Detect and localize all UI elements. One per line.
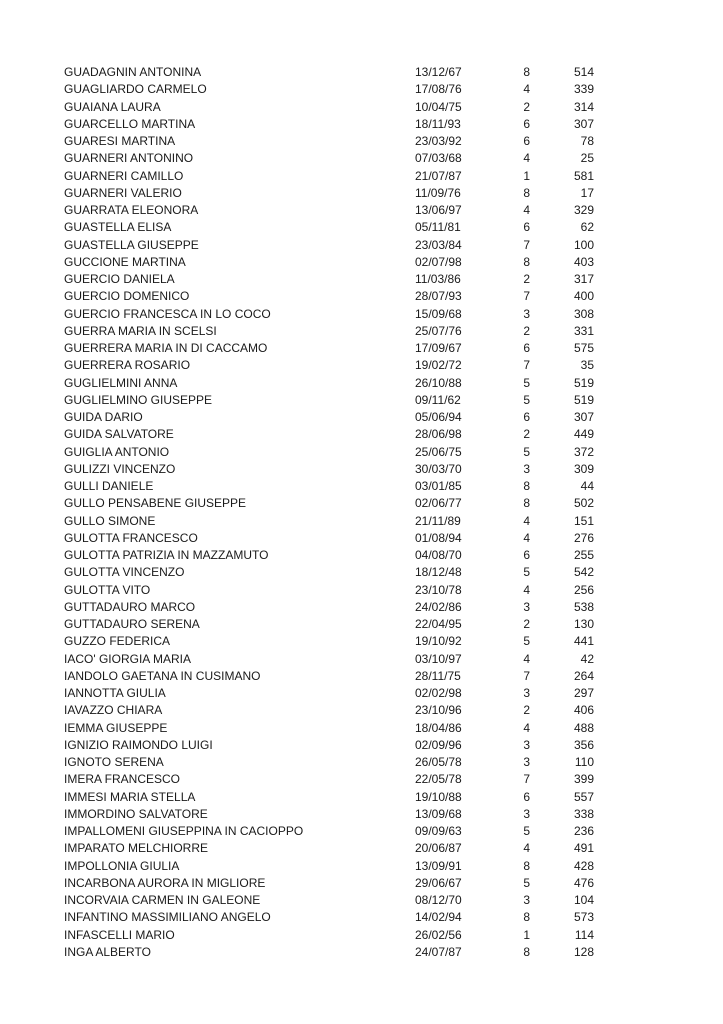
cell-birth-date: 17/09/67: [415, 341, 462, 355]
table-row: [64, 219, 604, 236]
cell-score: 339: [573, 82, 594, 97]
table-row: [64, 771, 604, 788]
table-row: [64, 461, 604, 478]
cell-preference-number: 8: [523, 858, 530, 873]
cell-preference-number: 2: [523, 272, 530, 286]
cell-preference-number: 3: [523, 806, 530, 821]
cell-name: GUTTADAURO MARCO: [64, 599, 196, 614]
cell-birth-date: 11/09/76: [415, 185, 461, 200]
table-row: [64, 133, 604, 150]
table-row: [64, 392, 604, 409]
cell-birth-date: 18/12/48: [415, 565, 462, 580]
cell-birth-date: 11/03/86: [415, 272, 461, 286]
cell-name: GUGLIELMINI ANNA: [64, 375, 178, 390]
cell-birth-date: 07/03/68: [415, 151, 462, 166]
cell-birth-date: 18/11/93: [415, 116, 461, 131]
cell-name: IEMMA GIUSEPPE: [64, 720, 168, 735]
cell-name: GUERCIO FRANCESCA IN LO COCO: [64, 306, 271, 321]
cell-score: 236: [573, 824, 594, 838]
cell-birth-date: 20/06/87: [415, 841, 462, 856]
cell-name: GULOTTA FRANCESCO: [64, 530, 198, 545]
cell-score: 519: [573, 392, 594, 407]
cell-birth-date: 22/05/78: [415, 772, 462, 787]
cell-score: 44: [580, 479, 594, 493]
cell-score: 581: [573, 168, 594, 183]
table-row: [64, 237, 604, 254]
table-row: [64, 564, 604, 581]
cell-preference-number: 7: [523, 668, 530, 683]
cell-preference-number: 4: [523, 82, 530, 97]
cell-birth-date: 23/03/92: [415, 134, 462, 148]
cell-name: GUADAGNIN ANTONINA: [64, 65, 202, 79]
table-row: [64, 495, 604, 512]
cell-name: IANDOLO GAETANA IN CUSIMANO: [64, 668, 261, 683]
cell-score: 78: [580, 134, 594, 148]
cell-name: GULOTTA PATRIZIA IN MAZZAMUTO: [64, 548, 269, 562]
cell-birth-date: 23/10/78: [415, 582, 462, 597]
cell-score: 372: [573, 444, 594, 459]
cell-name: GULLO SIMONE: [64, 513, 156, 528]
cell-name: GUERCIO DANIELA: [64, 272, 175, 286]
cell-score: 329: [573, 203, 594, 217]
cell-birth-date: 13/06/97: [415, 203, 462, 217]
cell-name: GULLI DANIELE: [64, 479, 154, 493]
cell-name: GUARNERI ANTONINO: [64, 151, 194, 166]
cell-score: 331: [573, 323, 594, 338]
cell-birth-date: 29/06/67: [415, 875, 462, 890]
cell-preference-number: 1: [523, 927, 530, 942]
cell-name: GUERRERA MARIA IN DI CACCAMO: [64, 341, 268, 355]
cell-birth-date: 02/02/98: [415, 686, 462, 700]
table-row: [64, 927, 604, 944]
cell-name: GUAIANA LAURA: [64, 99, 161, 114]
records-table: [64, 64, 604, 961]
table-row: [64, 702, 604, 719]
cell-score: 308: [573, 306, 594, 321]
cell-score: 406: [573, 703, 594, 718]
cell-birth-date: 23/10/96: [415, 703, 462, 718]
cell-preference-number: 2: [523, 703, 530, 718]
cell-score: 130: [573, 617, 594, 631]
cell-score: 356: [573, 737, 594, 752]
table-row: [64, 547, 604, 564]
cell-name: IANNOTTA GIULIA: [64, 686, 166, 700]
cell-preference-number: 4: [523, 513, 530, 528]
table-row: [64, 375, 604, 392]
table-row: [64, 202, 604, 219]
table-row: [64, 875, 604, 892]
cell-name: IMERA FRANCESCO: [64, 772, 181, 787]
cell-name: GUERRA MARIA IN SCELSI: [64, 323, 217, 338]
cell-preference-number: 5: [523, 565, 530, 580]
cell-score: 35: [580, 358, 594, 373]
cell-name: GUZZO FEDERICA: [64, 634, 171, 649]
cell-preference-number: 5: [523, 824, 530, 838]
table-row: [64, 168, 604, 185]
cell-preference-number: 7: [523, 289, 530, 304]
cell-preference-number: 7: [523, 358, 530, 373]
cell-name: INCORVAIA CARMEN IN GALEONE: [64, 893, 261, 907]
cell-name: GUERRERA ROSARIO: [64, 358, 191, 373]
cell-name: IMMESI MARIA STELLA: [64, 789, 196, 804]
table-row: [64, 185, 604, 202]
cell-score: 110: [574, 755, 594, 769]
cell-name: IMPARATO MELCHIORRE: [64, 841, 209, 856]
cell-birth-date: 05/11/81: [415, 220, 461, 235]
cell-preference-number: 8: [523, 944, 530, 959]
cell-preference-number: 4: [523, 651, 530, 666]
cell-score: 276: [573, 530, 594, 545]
cell-score: 17: [580, 185, 594, 200]
cell-preference-number: 6: [523, 548, 530, 562]
table-row: [64, 651, 604, 668]
cell-preference-number: 2: [523, 427, 530, 442]
cell-preference-number: 4: [523, 841, 530, 856]
cell-score: 428: [573, 858, 594, 873]
cell-score: 557: [573, 789, 594, 804]
table-row: [64, 823, 604, 840]
table-row: [64, 323, 604, 340]
cell-name: INGA ALBERTO: [64, 944, 151, 959]
cell-preference-number: 5: [523, 392, 530, 407]
table-row: [64, 99, 604, 116]
table-row: [64, 892, 604, 909]
cell-birth-date: 23/03/84: [415, 237, 462, 252]
table-row: [64, 306, 604, 323]
cell-birth-date: 09/11/62: [415, 392, 461, 407]
cell-score: 502: [573, 496, 594, 511]
table-row: [64, 150, 604, 167]
cell-birth-date: 14/02/94: [415, 910, 462, 925]
cell-birth-date: 01/08/94: [415, 530, 462, 545]
cell-score: 538: [573, 599, 594, 614]
cell-preference-number: 4: [523, 530, 530, 545]
table-row: [64, 426, 604, 443]
cell-score: 575: [573, 341, 594, 355]
cell-name: GULLO PENSABENE GIUSEPPE: [64, 496, 247, 511]
table-row: [64, 840, 604, 857]
cell-preference-number: 2: [523, 617, 530, 631]
cell-birth-date: 13/09/91: [415, 858, 462, 873]
table-row: [64, 513, 604, 530]
cell-name: INFANTINO MASSIMILIANO ANGELO: [64, 910, 271, 925]
table-row: [64, 616, 604, 633]
table-row: [64, 116, 604, 133]
cell-preference-number: 5: [523, 444, 530, 459]
cell-preference-number: 3: [523, 686, 530, 700]
table-row: [64, 720, 604, 737]
cell-birth-date: 04/08/70: [415, 548, 462, 562]
cell-birth-date: 13/12/67: [415, 65, 462, 79]
cell-birth-date: 03/10/97: [415, 651, 462, 666]
cell-preference-number: 8: [523, 496, 530, 511]
table-row: [64, 668, 604, 685]
table-row: [64, 909, 604, 926]
table-row: [64, 737, 604, 754]
cell-preference-number: 8: [523, 254, 530, 269]
cell-score: 317: [573, 272, 594, 286]
cell-name: GUERCIO DOMENICO: [64, 289, 190, 304]
cell-preference-number: 5: [523, 375, 530, 390]
cell-score: 100: [573, 237, 594, 252]
cell-score: 491: [573, 841, 594, 856]
cell-birth-date: 26/02/56: [415, 927, 462, 942]
cell-birth-date: 02/09/96: [415, 737, 462, 752]
cell-birth-date: 13/09/68: [415, 806, 462, 821]
cell-name: GUGLIELMINO GIUSEPPE: [64, 392, 213, 407]
cell-birth-date: 21/07/87: [415, 168, 462, 183]
cell-birth-date: 17/08/76: [415, 82, 462, 97]
cell-preference-number: 8: [523, 185, 530, 200]
cell-score: 338: [573, 806, 594, 821]
cell-name: GUARNERI CAMILLO: [64, 168, 184, 183]
cell-score: 314: [573, 99, 594, 114]
cell-name: IMPOLLONIA GIULIA: [64, 858, 180, 873]
cell-preference-number: 6: [523, 341, 530, 355]
cell-birth-date: 28/06/98: [415, 427, 462, 442]
cell-preference-number: 6: [523, 116, 530, 131]
cell-score: 399: [573, 772, 594, 787]
table-row: [64, 582, 604, 599]
table-row: [64, 357, 604, 374]
cell-name: IGNIZIO RAIMONDO LUIGI: [64, 737, 213, 752]
cell-birth-date: 09/09/63: [415, 824, 462, 838]
table-row: [64, 444, 604, 461]
table-row: [64, 254, 604, 271]
table-row: [64, 789, 604, 806]
cell-name: GUASTELLA GIUSEPPE: [64, 237, 199, 252]
cell-birth-date: 30/03/70: [415, 461, 462, 476]
cell-birth-date: 19/02/72: [415, 358, 462, 373]
cell-birth-date: 21/11/89: [415, 513, 461, 528]
cell-birth-date: 26/05/78: [415, 755, 462, 769]
cell-score: 307: [573, 410, 594, 424]
cell-score: 62: [580, 220, 594, 235]
table-row: [64, 530, 604, 547]
cell-name: GUARESI MARTINA: [64, 134, 176, 148]
cell-preference-number: 3: [523, 306, 530, 321]
table-row: [64, 944, 604, 961]
cell-score: 542: [573, 565, 594, 580]
table-row: [64, 409, 604, 426]
cell-preference-number: 4: [523, 720, 530, 735]
cell-birth-date: 25/06/75: [415, 444, 462, 459]
cell-name: IMMORDINO SALVATORE: [64, 806, 208, 821]
cell-name: INFASCELLI MARIO: [64, 927, 175, 942]
cell-birth-date: 25/07/76: [415, 323, 462, 338]
cell-preference-number: 4: [523, 582, 530, 597]
cell-score: 519: [573, 375, 594, 390]
cell-score: 114: [574, 927, 594, 942]
table-row: [64, 288, 604, 305]
cell-name: GUARRATA ELEONORA: [64, 203, 199, 217]
cell-score: 476: [573, 875, 594, 890]
table-row: [64, 754, 604, 771]
cell-birth-date: 08/12/70: [415, 893, 462, 907]
cell-preference-number: 5: [523, 875, 530, 890]
table-row: [64, 271, 604, 288]
cell-score: 297: [573, 686, 594, 700]
cell-preference-number: 3: [523, 737, 530, 752]
cell-birth-date: 05/06/94: [415, 410, 462, 424]
table-row: [64, 685, 604, 702]
cell-preference-number: 6: [523, 220, 530, 235]
cell-birth-date: 02/06/77: [415, 496, 462, 511]
cell-name: INCARBONA AURORA IN MIGLIORE: [64, 875, 266, 890]
cell-name: GUIDA SALVATORE: [64, 427, 174, 442]
cell-preference-number: 6: [523, 134, 530, 148]
table-row: [64, 81, 604, 98]
table-row: [64, 599, 604, 616]
cell-preference-number: 6: [523, 410, 530, 424]
cell-name: GUIGLIA ANTONIO: [64, 444, 170, 459]
cell-name: GUARNERI VALERIO: [64, 185, 182, 200]
cell-score: 264: [573, 668, 594, 683]
cell-name: GULOTTA VINCENZO: [64, 565, 185, 580]
cell-preference-number: 5: [523, 634, 530, 649]
cell-birth-date: 15/09/68: [415, 306, 462, 321]
cell-name: GUTTADAURO SERENA: [64, 617, 200, 631]
cell-score: 307: [573, 116, 594, 131]
cell-score: 255: [573, 548, 594, 562]
cell-preference-number: 3: [523, 755, 530, 769]
cell-score: 25: [580, 151, 594, 166]
cell-preference-number: 8: [523, 479, 530, 493]
cell-name: GUAGLIARDO CARMELO: [64, 82, 207, 97]
cell-preference-number: 4: [523, 203, 530, 217]
cell-score: 403: [573, 254, 594, 269]
cell-name: IGNOTO SERENA: [64, 755, 164, 769]
table-row: [64, 633, 604, 650]
cell-preference-number: 8: [523, 910, 530, 925]
cell-preference-number: 3: [523, 893, 530, 907]
cell-score: 309: [573, 461, 594, 476]
table-row: [64, 478, 604, 495]
cell-score: 449: [573, 427, 594, 442]
cell-birth-date: 02/07/98: [415, 254, 462, 269]
cell-birth-date: 28/07/93: [415, 289, 462, 304]
cell-birth-date: 19/10/92: [415, 634, 462, 649]
cell-score: 573: [573, 910, 594, 925]
cell-birth-date: 24/07/87: [415, 944, 462, 959]
cell-score: 42: [580, 651, 594, 666]
cell-name: IAVAZZO CHIARA: [64, 703, 163, 718]
cell-preference-number: 4: [523, 151, 530, 166]
cell-name: GUCCIONE MARTINA: [64, 254, 186, 269]
cell-preference-number: 8: [523, 65, 530, 79]
cell-birth-date: 26/10/88: [415, 375, 462, 390]
cell-preference-number: 3: [523, 461, 530, 476]
cell-score: 256: [573, 582, 594, 597]
cell-score: 441: [573, 634, 594, 649]
cell-birth-date: 19/10/88: [415, 789, 462, 804]
cell-score: 104: [573, 893, 594, 907]
cell-birth-date: 10/04/75: [415, 99, 462, 114]
cell-score: 128: [573, 944, 594, 959]
cell-score: 488: [573, 720, 594, 735]
cell-preference-number: 7: [523, 772, 530, 787]
cell-name: IMPALLOMENI GIUSEPPINA IN CACIOPPO: [64, 824, 304, 838]
table-row: [64, 806, 604, 823]
cell-birth-date: 03/01/85: [415, 479, 462, 493]
cell-birth-date: 18/04/86: [415, 720, 462, 735]
cell-score: 514: [573, 65, 594, 79]
cell-preference-number: 2: [523, 99, 530, 114]
cell-preference-number: 2: [523, 323, 530, 338]
cell-preference-number: 6: [523, 789, 530, 804]
cell-name: IACO' GIORGIA MARIA: [64, 651, 191, 666]
cell-preference-number: 7: [523, 237, 530, 252]
table-row: [64, 340, 604, 357]
cell-birth-date: 24/02/86: [415, 599, 462, 614]
cell-birth-date: 28/11/75: [415, 668, 461, 683]
cell-name: GUASTELLA ELISA: [64, 220, 172, 235]
cell-score: 151: [573, 513, 594, 528]
table-row: [64, 64, 604, 81]
cell-preference-number: 1: [523, 168, 530, 183]
cell-name: GUIDA DARIO: [64, 410, 143, 424]
cell-preference-number: 3: [523, 599, 530, 614]
cell-birth-date: 22/04/95: [415, 617, 462, 631]
cell-name: GUARCELLO MARTINA: [64, 116, 196, 131]
table-row: [64, 858, 604, 875]
cell-name: GULIZZI VINCENZO: [64, 461, 176, 476]
cell-name: GULOTTA VITO: [64, 582, 151, 597]
cell-score: 400: [573, 289, 594, 304]
